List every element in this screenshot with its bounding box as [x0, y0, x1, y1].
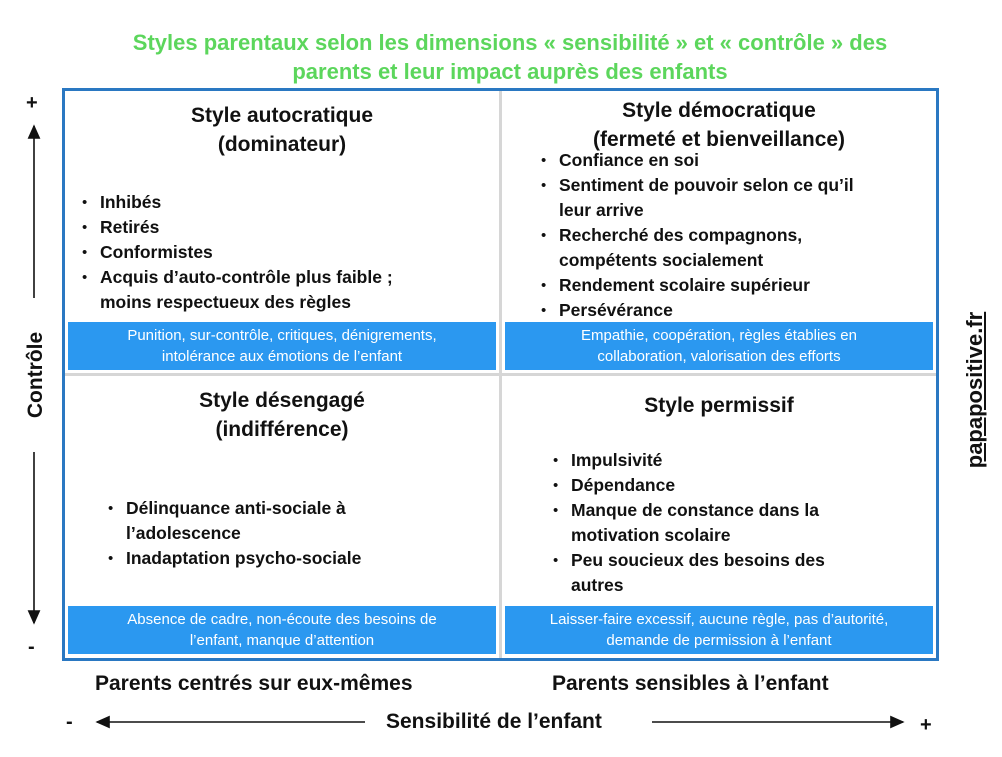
list-item: • Peu soucieux des besoins des: [551, 548, 825, 573]
list-item: • Inhibés: [80, 190, 393, 215]
quadrant-title-line: (fermeté et bienveillance): [592, 128, 846, 151]
list-item: • Conformistes: [80, 240, 393, 265]
quadrant-title-line: Style désengagé: [199, 389, 365, 412]
list-item-continuation: moins respectueux des règles: [100, 292, 351, 312]
list-item: • Persévérance: [539, 298, 854, 323]
list-item-continuation: autres: [571, 575, 624, 595]
quadrant-title-line: Style démocratique: [622, 99, 816, 122]
x-axis-left-caption: Parents centrés sur eux-mêmes: [95, 672, 413, 695]
band-line: Laisser-faire excessif, aucune règle, pas d’autorité,: [549, 611, 889, 628]
x-axis-label: Sensibilité de l’enfant: [386, 710, 602, 733]
y-axis-minus: -: [28, 636, 35, 658]
quadrant-title-line: (indifférence): [215, 418, 349, 441]
title-line-1: Styles parentaux selon les dimensions « sensibilité » et « contrôle » des: [132, 30, 888, 55]
band-line: Empathie, coopération, règles établies en: [580, 327, 857, 344]
list-item: • Rendement scolaire supérieur: [539, 273, 854, 298]
list-item: • Recherché des compagnons,: [539, 223, 854, 248]
title-line-2: parents et leur impact auprès des enfants: [292, 59, 728, 84]
band-line: intolérance aux émotions de l’enfant: [161, 348, 403, 365]
band-line: l’enfant, manque d’attention: [189, 632, 375, 649]
list-item: • Délinquance anti-sociale à: [106, 496, 361, 521]
quadrant-title-line: Style autocratique: [190, 104, 374, 127]
list-item: • Impulsivité: [551, 448, 825, 473]
list-item-continuation: compétents socialement: [559, 250, 764, 270]
x-axis-right-caption: Parents sensibles à l’enfant: [552, 672, 829, 695]
quadrant-title-line: (dominateur): [217, 133, 347, 156]
band-line: Punition, sur-contrôle, critiques, dénigrements,: [127, 327, 437, 344]
site-text: papapositive.fr: [962, 311, 987, 469]
quadrant-title-line: Style permissif: [644, 394, 794, 417]
x-axis-plus: +: [920, 714, 932, 736]
list-item: • Retirés: [80, 215, 393, 240]
list-item-continuation: leur arrive: [559, 200, 644, 220]
list-item: • Acquis d’auto-contrôle plus faible ;: [80, 265, 393, 290]
list-item-continuation: l’adolescence: [126, 523, 241, 543]
band-line: collaboration, valorisation des efforts: [597, 348, 841, 365]
band-line: demande de permission à l’enfant: [606, 632, 832, 649]
y-axis-plus: +: [26, 92, 38, 114]
list-item: • Sentiment de pouvoir selon ce qu’il: [539, 173, 854, 198]
band-line: Absence de cadre, non-écoute des besoins de: [127, 611, 437, 628]
list-item: • Dépendance: [551, 473, 825, 498]
list-item-continuation: motivation scolaire: [571, 525, 731, 545]
y-axis-label-text: Contrôle: [24, 331, 47, 419]
list-item: • Inadaptation psycho-sociale: [106, 546, 361, 571]
list-item: • Confiance en soi: [539, 148, 854, 173]
list-item: • Manque de constance dans la: [551, 498, 825, 523]
x-axis-minus: -: [66, 711, 73, 733]
